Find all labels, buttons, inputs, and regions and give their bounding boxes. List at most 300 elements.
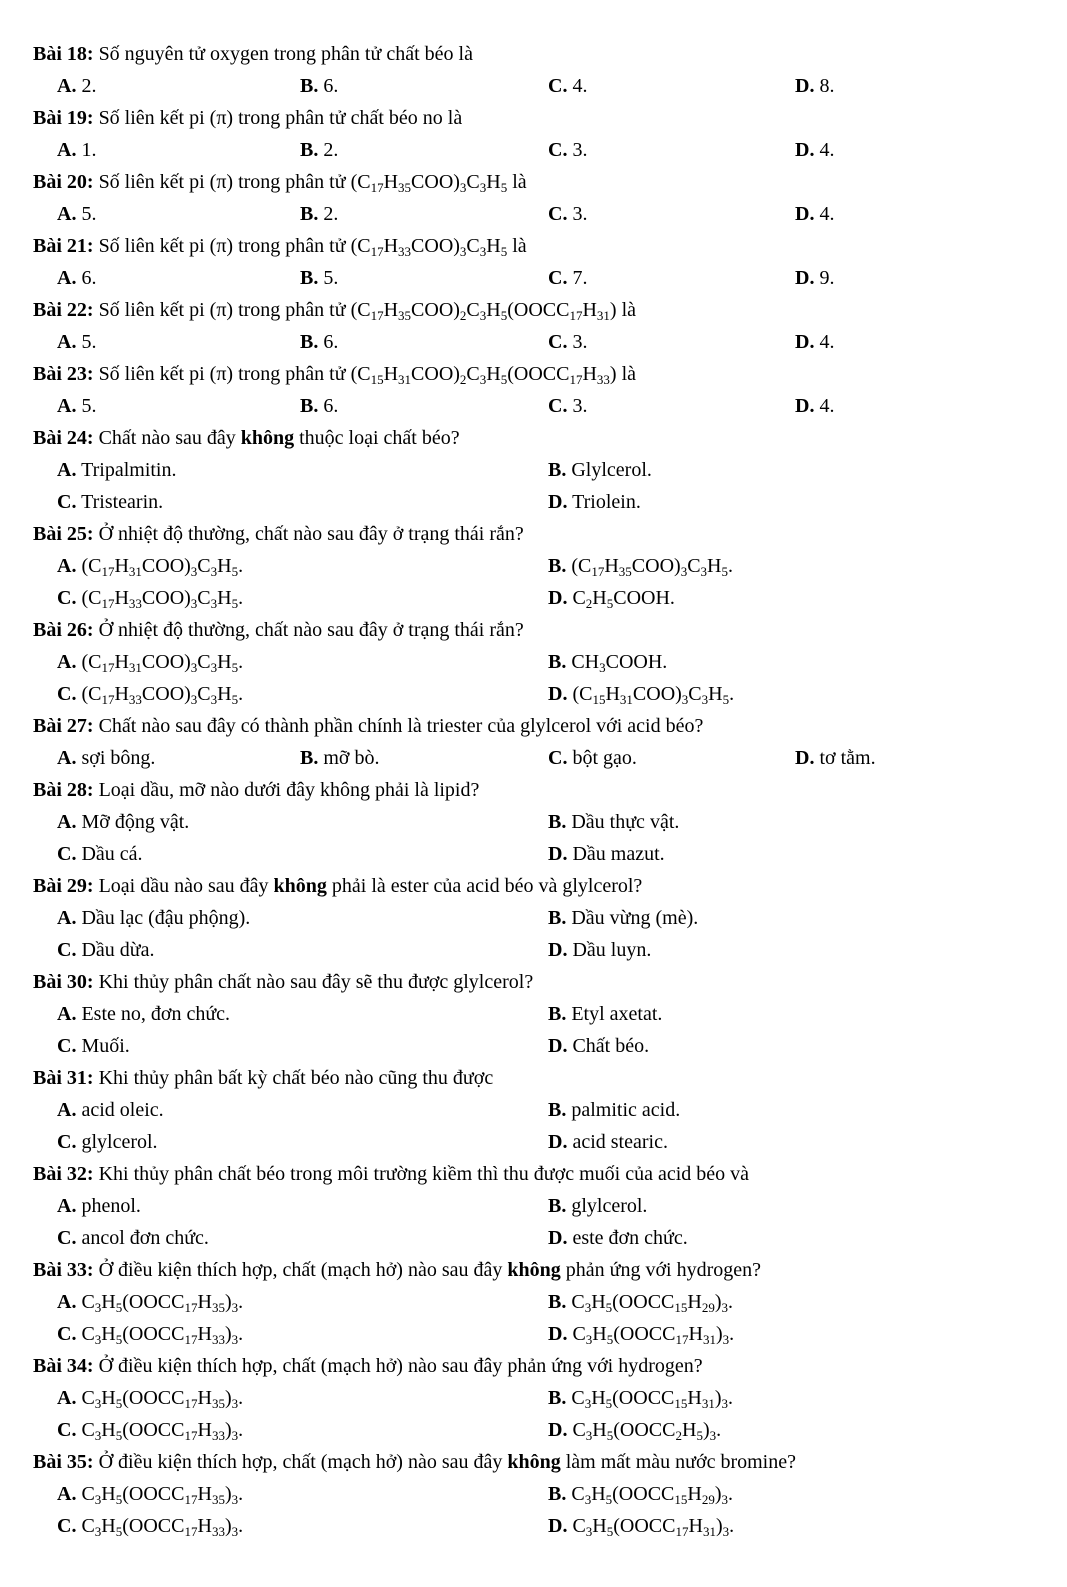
option-key: D. — [795, 267, 815, 289]
option-key: D. — [795, 395, 815, 417]
options-row — [33, 838, 1047, 870]
answer-option-d — [795, 326, 1047, 358]
answer-option-c — [57, 1318, 548, 1350]
option-key: D. — [548, 1227, 568, 1249]
answer-option-b — [548, 1094, 1047, 1126]
option-text: acid oleic. — [81, 1099, 164, 1121]
question-number: Bài 34: — [33, 1355, 94, 1377]
option-text: Dầu thực vật. — [571, 811, 680, 833]
question-number: Bài 23: — [33, 363, 94, 385]
option-text: 4. — [819, 395, 835, 417]
question-line — [33, 1350, 1047, 1382]
option-key: D. — [795, 747, 815, 769]
answer-option-c — [548, 198, 795, 230]
option-key: D. — [795, 203, 815, 225]
option-key: A. — [57, 651, 77, 673]
answer-option-b — [548, 998, 1047, 1030]
option-key: A. — [57, 459, 77, 481]
question-number: Bài 21: — [33, 235, 94, 257]
answer-option-c — [548, 742, 795, 774]
question-block — [33, 294, 1047, 358]
options-row — [33, 1414, 1047, 1446]
options-row — [33, 486, 1047, 518]
question-line — [33, 294, 1047, 326]
option-key: B. — [300, 747, 319, 769]
option-text: $(C_{17}H_{31}COO)_3C_3H_5$. — [81, 555, 244, 579]
answer-option-c — [57, 1510, 548, 1542]
answer-option-a — [57, 134, 300, 166]
options-row — [33, 1126, 1047, 1158]
option-text: Dầu cá. — [81, 843, 143, 865]
option-text: 3. — [572, 203, 588, 225]
answer-option-b — [300, 326, 548, 358]
question-block — [33, 102, 1047, 166]
question-text: Số liên kết pi (π) trong phân tử $(C_{17}H_{33}COO)_3C_3H_5$ là — [98, 235, 527, 259]
option-key: C. — [57, 843, 77, 865]
option-text: 3. — [572, 395, 588, 417]
question-number: Bài 20: — [33, 171, 94, 193]
question-number: Bài 18: — [33, 43, 94, 65]
answer-option-b — [548, 550, 1047, 582]
option-text: 1. — [81, 139, 97, 161]
option-text: Este no, đơn chức. — [81, 1003, 231, 1025]
option-text: 3. — [572, 331, 588, 353]
question-block — [33, 1062, 1047, 1158]
options-row — [33, 646, 1047, 678]
option-text: mỡ bò. — [323, 747, 380, 769]
option-text: $C_3H_5(OOCC_{15}H_{29})_3$. — [571, 1291, 733, 1315]
option-text: $C_2H_5COOH$. — [572, 587, 675, 611]
question-line — [33, 518, 1047, 550]
option-text: $(C_{15}H_{31}COO)_3C_3H_5$. — [572, 683, 735, 707]
option-key: B. — [548, 907, 567, 929]
option-text: $C_3H_5(OOCC_{15}H_{31})_3$. — [571, 1387, 733, 1411]
option-text: $C_3H_5(OOCC_{17}H_{35})_3$. — [81, 1387, 244, 1411]
option-key: D. — [548, 683, 568, 705]
option-text: Tripalmitin. — [81, 459, 177, 481]
question-block — [33, 1158, 1047, 1254]
options-row — [33, 1286, 1047, 1318]
option-text: $C_3H_5(OOCC_{17}H_{31})_3$. — [572, 1515, 735, 1539]
answer-option-d — [548, 678, 1047, 710]
option-key: C. — [548, 203, 568, 225]
question-text: Chất nào sau đây không thuộc loại chất béo? — [98, 427, 460, 449]
answer-option-b — [548, 1190, 1047, 1222]
answer-option-a — [57, 806, 548, 838]
option-text: 4. — [819, 331, 835, 353]
option-key: B. — [548, 1003, 567, 1025]
question-text: Loại dầu nào sau đây không phải là ester của acid béo và glylcerol? — [98, 875, 643, 897]
options-row — [33, 806, 1047, 838]
option-key: A. — [57, 203, 77, 225]
question-block — [33, 518, 1047, 614]
answer-option-c — [548, 262, 795, 294]
question-block — [33, 966, 1047, 1062]
option-text: 4. — [819, 139, 835, 161]
question-block — [33, 710, 1047, 774]
option-key: D. — [795, 331, 815, 353]
answer-option-d — [548, 582, 1047, 614]
options-row — [33, 1094, 1047, 1126]
options-row — [33, 550, 1047, 582]
options-row — [33, 70, 1047, 102]
option-text: 2. — [323, 203, 339, 225]
question-number: Bài 19: — [33, 107, 94, 129]
option-key: D. — [548, 1323, 568, 1345]
option-key: B. — [548, 459, 567, 481]
question-number: Bài 35: — [33, 1451, 94, 1473]
option-text: Dầu mazut. — [572, 843, 665, 865]
question-number: Bài 30: — [33, 971, 94, 993]
question-block — [33, 38, 1047, 102]
option-key: B. — [548, 1291, 567, 1313]
option-key: D. — [548, 1419, 568, 1441]
option-text: $C_3H_5(OOCC_{15}H_{29})_3$. — [571, 1483, 733, 1507]
answer-option-c — [57, 1126, 548, 1158]
question-number: Bài 24: — [33, 427, 94, 449]
question-text: Ở nhiệt độ thường, chất nào sau đây ở trạng thái rắn? — [98, 619, 524, 641]
option-text: $(C_{17}H_{33}COO)_3C_3H_5$. — [81, 587, 244, 611]
option-text: Dầu lạc (đậu phộng). — [81, 907, 251, 929]
answer-option-c — [57, 934, 548, 966]
option-text: ancol đơn chức. — [81, 1227, 209, 1249]
option-key: C. — [57, 587, 77, 609]
options-row — [33, 198, 1047, 230]
option-key: A. — [57, 139, 77, 161]
answer-option-d — [795, 198, 1047, 230]
answer-option-d — [795, 134, 1047, 166]
question-number: Bài 27: — [33, 715, 94, 737]
options-row — [33, 1222, 1047, 1254]
question-line — [33, 710, 1047, 742]
question-block — [33, 166, 1047, 230]
answer-option-b — [300, 262, 548, 294]
answer-option-a — [57, 262, 300, 294]
question-text: Ở điều kiện thích hợp, chất (mạch hở) nào sau đây phản ứng với hydrogen? — [98, 1355, 703, 1377]
question-block — [33, 1446, 1047, 1542]
question-line — [33, 230, 1047, 262]
option-key: A. — [57, 1483, 77, 1505]
question-line — [33, 966, 1047, 998]
option-text: 9. — [819, 267, 835, 289]
answer-option-a — [57, 454, 548, 486]
question-line — [33, 1158, 1047, 1190]
option-text: $C_3H_5(OOCC_{17}H_{33})_3$. — [81, 1419, 244, 1443]
answer-option-b — [548, 1382, 1047, 1414]
options-row — [33, 1318, 1047, 1350]
option-key: C. — [548, 267, 568, 289]
answer-option-d — [548, 1510, 1047, 1542]
question-line — [33, 358, 1047, 390]
question-number: Bài 28: — [33, 779, 94, 801]
option-key: C. — [57, 939, 77, 961]
option-key: B. — [548, 1099, 567, 1121]
answer-option-a — [57, 326, 300, 358]
option-key: A. — [57, 907, 77, 929]
options-row — [33, 1478, 1047, 1510]
question-text: Khi thủy phân chất nào sau đây sẽ thu được glylcerol? — [98, 971, 534, 993]
answer-option-a — [57, 646, 548, 678]
option-text: 4. — [572, 75, 588, 97]
option-key: B. — [548, 1195, 567, 1217]
option-text: Mỡ động vật. — [81, 811, 190, 833]
answer-option-c — [57, 582, 548, 614]
question-text: Ở điều kiện thích hợp, chất (mạch hở) nào sau đây không làm mất màu nước bromine? — [98, 1451, 796, 1473]
answer-option-a — [57, 1190, 548, 1222]
question-line — [33, 166, 1047, 198]
answer-option-c — [548, 134, 795, 166]
option-key: D. — [548, 939, 568, 961]
option-key: D. — [795, 139, 815, 161]
answer-option-a — [57, 70, 300, 102]
option-text: $(C_{17}H_{33}COO)_3C_3H_5$. — [81, 683, 244, 707]
option-text: Dầu luyn. — [572, 939, 652, 961]
option-key: D. — [548, 1035, 568, 1057]
option-key: A. — [57, 75, 77, 97]
answer-option-c — [548, 326, 795, 358]
option-text: $(C_{17}H_{31}COO)_3C_3H_5$. — [81, 651, 244, 675]
option-key: A. — [57, 1099, 77, 1121]
option-text: Dầu dừa. — [81, 939, 155, 961]
option-key: B. — [300, 139, 319, 161]
option-text: tơ tằm. — [819, 747, 876, 769]
answer-option-b — [300, 390, 548, 422]
question-line — [33, 870, 1047, 902]
answer-option-c — [548, 390, 795, 422]
option-text: 5. — [81, 331, 97, 353]
option-key: A. — [57, 267, 77, 289]
answer-option-b — [548, 1286, 1047, 1318]
question-number: Bài 25: — [33, 523, 94, 545]
option-text: Glylcerol. — [571, 459, 652, 481]
question-number: Bài 22: — [33, 299, 94, 321]
options-row — [33, 390, 1047, 422]
question-line — [33, 38, 1047, 70]
question-text: Số liên kết pi (π) trong phân tử chất béo no là — [98, 107, 463, 129]
question-text: Số liên kết pi (π) trong phân tử $(C_{17}H_{35}COO)_2C_3H_5(OOCC_{17}H_{31})$ là — [98, 299, 636, 323]
answer-option-b — [548, 806, 1047, 838]
option-text: acid stearic. — [572, 1131, 668, 1153]
option-text: $(C_{17}H_{35}COO)_3C_3H_5$. — [571, 555, 733, 579]
option-text: $CH_3COOH$. — [571, 651, 668, 675]
option-text: Dầu vừng (mè). — [571, 907, 699, 929]
option-text: 8. — [819, 75, 835, 97]
option-key: C. — [57, 1419, 77, 1441]
option-text: Muối. — [81, 1035, 130, 1057]
answer-option-d — [548, 486, 1047, 518]
option-text: glylcerol. — [81, 1131, 158, 1153]
options-row — [33, 1510, 1047, 1542]
option-text: bột gạo. — [572, 747, 637, 769]
option-text: Tristearin. — [81, 491, 164, 513]
option-key: B. — [300, 331, 319, 353]
question-number: Bài 29: — [33, 875, 94, 897]
option-text: 6. — [323, 331, 339, 353]
answer-option-b — [548, 646, 1047, 678]
question-block — [33, 774, 1047, 870]
options-row — [33, 326, 1047, 358]
option-key: D. — [548, 491, 568, 513]
option-text: Chất béo. — [572, 1035, 650, 1057]
answer-option-c — [57, 1414, 548, 1446]
option-key: C. — [548, 747, 568, 769]
option-text: 2. — [323, 139, 339, 161]
option-text: este đơn chức. — [572, 1227, 688, 1249]
option-text: 7. — [572, 267, 588, 289]
option-key: A. — [57, 331, 77, 353]
option-text: $C_3H_5(OOCC_{17}H_{31})_3$. — [572, 1323, 735, 1347]
option-key: B. — [548, 1387, 567, 1409]
option-text: 5. — [81, 203, 97, 225]
answer-option-a — [57, 1286, 548, 1318]
option-key: C. — [548, 75, 568, 97]
option-text: 5. — [81, 395, 97, 417]
option-text: 3. — [572, 139, 588, 161]
option-key: C. — [548, 331, 568, 353]
option-key: C. — [548, 395, 568, 417]
option-text: $C_3H_5(OOCC_{17}H_{33})_3$. — [81, 1323, 244, 1347]
option-text: 4. — [819, 203, 835, 225]
option-key: A. — [57, 1387, 77, 1409]
option-key: B. — [548, 1483, 567, 1505]
option-key: A. — [57, 1003, 77, 1025]
option-key: A. — [57, 1291, 77, 1313]
answer-option-d — [548, 934, 1047, 966]
option-text: 6. — [323, 75, 339, 97]
option-text: $C_3H_5(OOCC_2H_5)_3$. — [572, 1419, 722, 1443]
option-text: glylcerol. — [571, 1195, 648, 1217]
answer-option-a — [57, 198, 300, 230]
option-key: A. — [57, 555, 77, 577]
question-number: Bài 32: — [33, 1163, 94, 1185]
options-row — [33, 134, 1047, 166]
answer-option-b — [548, 902, 1047, 934]
answer-option-c — [57, 1222, 548, 1254]
answer-option-d — [795, 262, 1047, 294]
question-text: Ở điều kiện thích hợp, chất (mạch hở) nào sau đây không phản ứng với hydrogen? — [98, 1259, 762, 1281]
question-line — [33, 1254, 1047, 1286]
option-text: Triolein. — [572, 491, 641, 513]
option-key: B. — [300, 395, 319, 417]
answer-option-d — [795, 390, 1047, 422]
option-key: C. — [57, 1035, 77, 1057]
options-row — [33, 1190, 1047, 1222]
answer-option-b — [300, 742, 548, 774]
answer-option-a — [57, 742, 300, 774]
option-key: C. — [57, 491, 77, 513]
option-key: B. — [548, 555, 567, 577]
answer-option-b — [300, 70, 548, 102]
option-text: $C_3H_5(OOCC_{17}H_{33})_3$. — [81, 1515, 244, 1539]
option-key: D. — [548, 843, 568, 865]
option-key: C. — [57, 1131, 77, 1153]
question-list — [33, 38, 1047, 1542]
answer-option-a — [57, 998, 548, 1030]
option-key: A. — [57, 395, 77, 417]
question-text: Ở nhiệt độ thường, chất nào sau đây ở trạng thái rắn? — [98, 523, 524, 545]
option-text: sợi bông. — [81, 747, 156, 769]
answer-option-d — [548, 838, 1047, 870]
options-row — [33, 902, 1047, 934]
option-text: 6. — [81, 267, 97, 289]
question-text: Số liên kết pi (π) trong phân tử $(C_{15}H_{31}COO)_2C_3H_5(OOCC_{17}H_{33})$ là — [98, 363, 636, 387]
options-row — [33, 678, 1047, 710]
question-block — [33, 614, 1047, 710]
question-block — [33, 422, 1047, 518]
answer-option-d — [795, 70, 1047, 102]
option-key: B. — [300, 203, 319, 225]
question-line — [33, 614, 1047, 646]
options-row — [33, 1030, 1047, 1062]
options-row — [33, 454, 1047, 486]
options-row — [33, 582, 1047, 614]
question-text: Loại dầu, mỡ nào dưới đây không phải là lipid? — [98, 779, 480, 801]
answer-option-d — [548, 1318, 1047, 1350]
option-key: A. — [57, 1195, 77, 1217]
option-key: A. — [57, 811, 77, 833]
answer-option-a — [57, 1094, 548, 1126]
answer-option-a — [57, 550, 548, 582]
answer-option-c — [57, 1030, 548, 1062]
answer-option-a — [57, 390, 300, 422]
option-key: D. — [548, 587, 568, 609]
option-key: B. — [548, 651, 567, 673]
answer-option-c — [548, 70, 795, 102]
question-line — [33, 102, 1047, 134]
question-block — [33, 1350, 1047, 1446]
answer-option-a — [57, 902, 548, 934]
option-text: Etyl axetat. — [571, 1003, 663, 1025]
options-row — [33, 1382, 1047, 1414]
answer-option-d — [548, 1414, 1047, 1446]
option-key: C. — [57, 1323, 77, 1345]
option-key: D. — [795, 75, 815, 97]
answer-option-d — [548, 1222, 1047, 1254]
options-row — [33, 262, 1047, 294]
question-number: Bài 31: — [33, 1067, 94, 1089]
question-text: Số liên kết pi (π) trong phân tử $(C_{17}H_{35}COO)_3C_3H_5$ là — [98, 171, 527, 195]
option-key: C. — [57, 683, 77, 705]
answer-option-b — [548, 454, 1047, 486]
option-key: B. — [300, 267, 319, 289]
option-key: C. — [548, 139, 568, 161]
option-key: D. — [548, 1515, 568, 1537]
question-text: Số nguyên tử oxygen trong phân tử chất béo là — [98, 43, 473, 65]
question-number: Bài 33: — [33, 1259, 94, 1281]
option-key: B. — [300, 75, 319, 97]
answer-option-d — [548, 1030, 1047, 1062]
option-text: $C_3H_5(OOCC_{17}H_{35})_3$. — [81, 1483, 244, 1507]
question-line — [33, 422, 1047, 454]
question-block — [33, 870, 1047, 966]
question-text: Khi thủy phân chất béo trong môi trường kiềm thì thu được muối của acid béo và — [98, 1163, 750, 1185]
question-block — [33, 230, 1047, 294]
options-row — [33, 934, 1047, 966]
answer-option-b — [300, 198, 548, 230]
answer-option-b — [300, 134, 548, 166]
question-line — [33, 774, 1047, 806]
option-text: $C_3H_5(OOCC_{17}H_{35})_3$. — [81, 1291, 244, 1315]
answer-option-a — [57, 1382, 548, 1414]
option-text: 5. — [323, 267, 339, 289]
option-text: palmitic acid. — [571, 1099, 681, 1121]
option-text: 2. — [81, 75, 97, 97]
question-line — [33, 1446, 1047, 1478]
option-text: phenol. — [81, 1195, 141, 1217]
question-block — [33, 358, 1047, 422]
question-line — [33, 1062, 1047, 1094]
option-key: B. — [548, 811, 567, 833]
